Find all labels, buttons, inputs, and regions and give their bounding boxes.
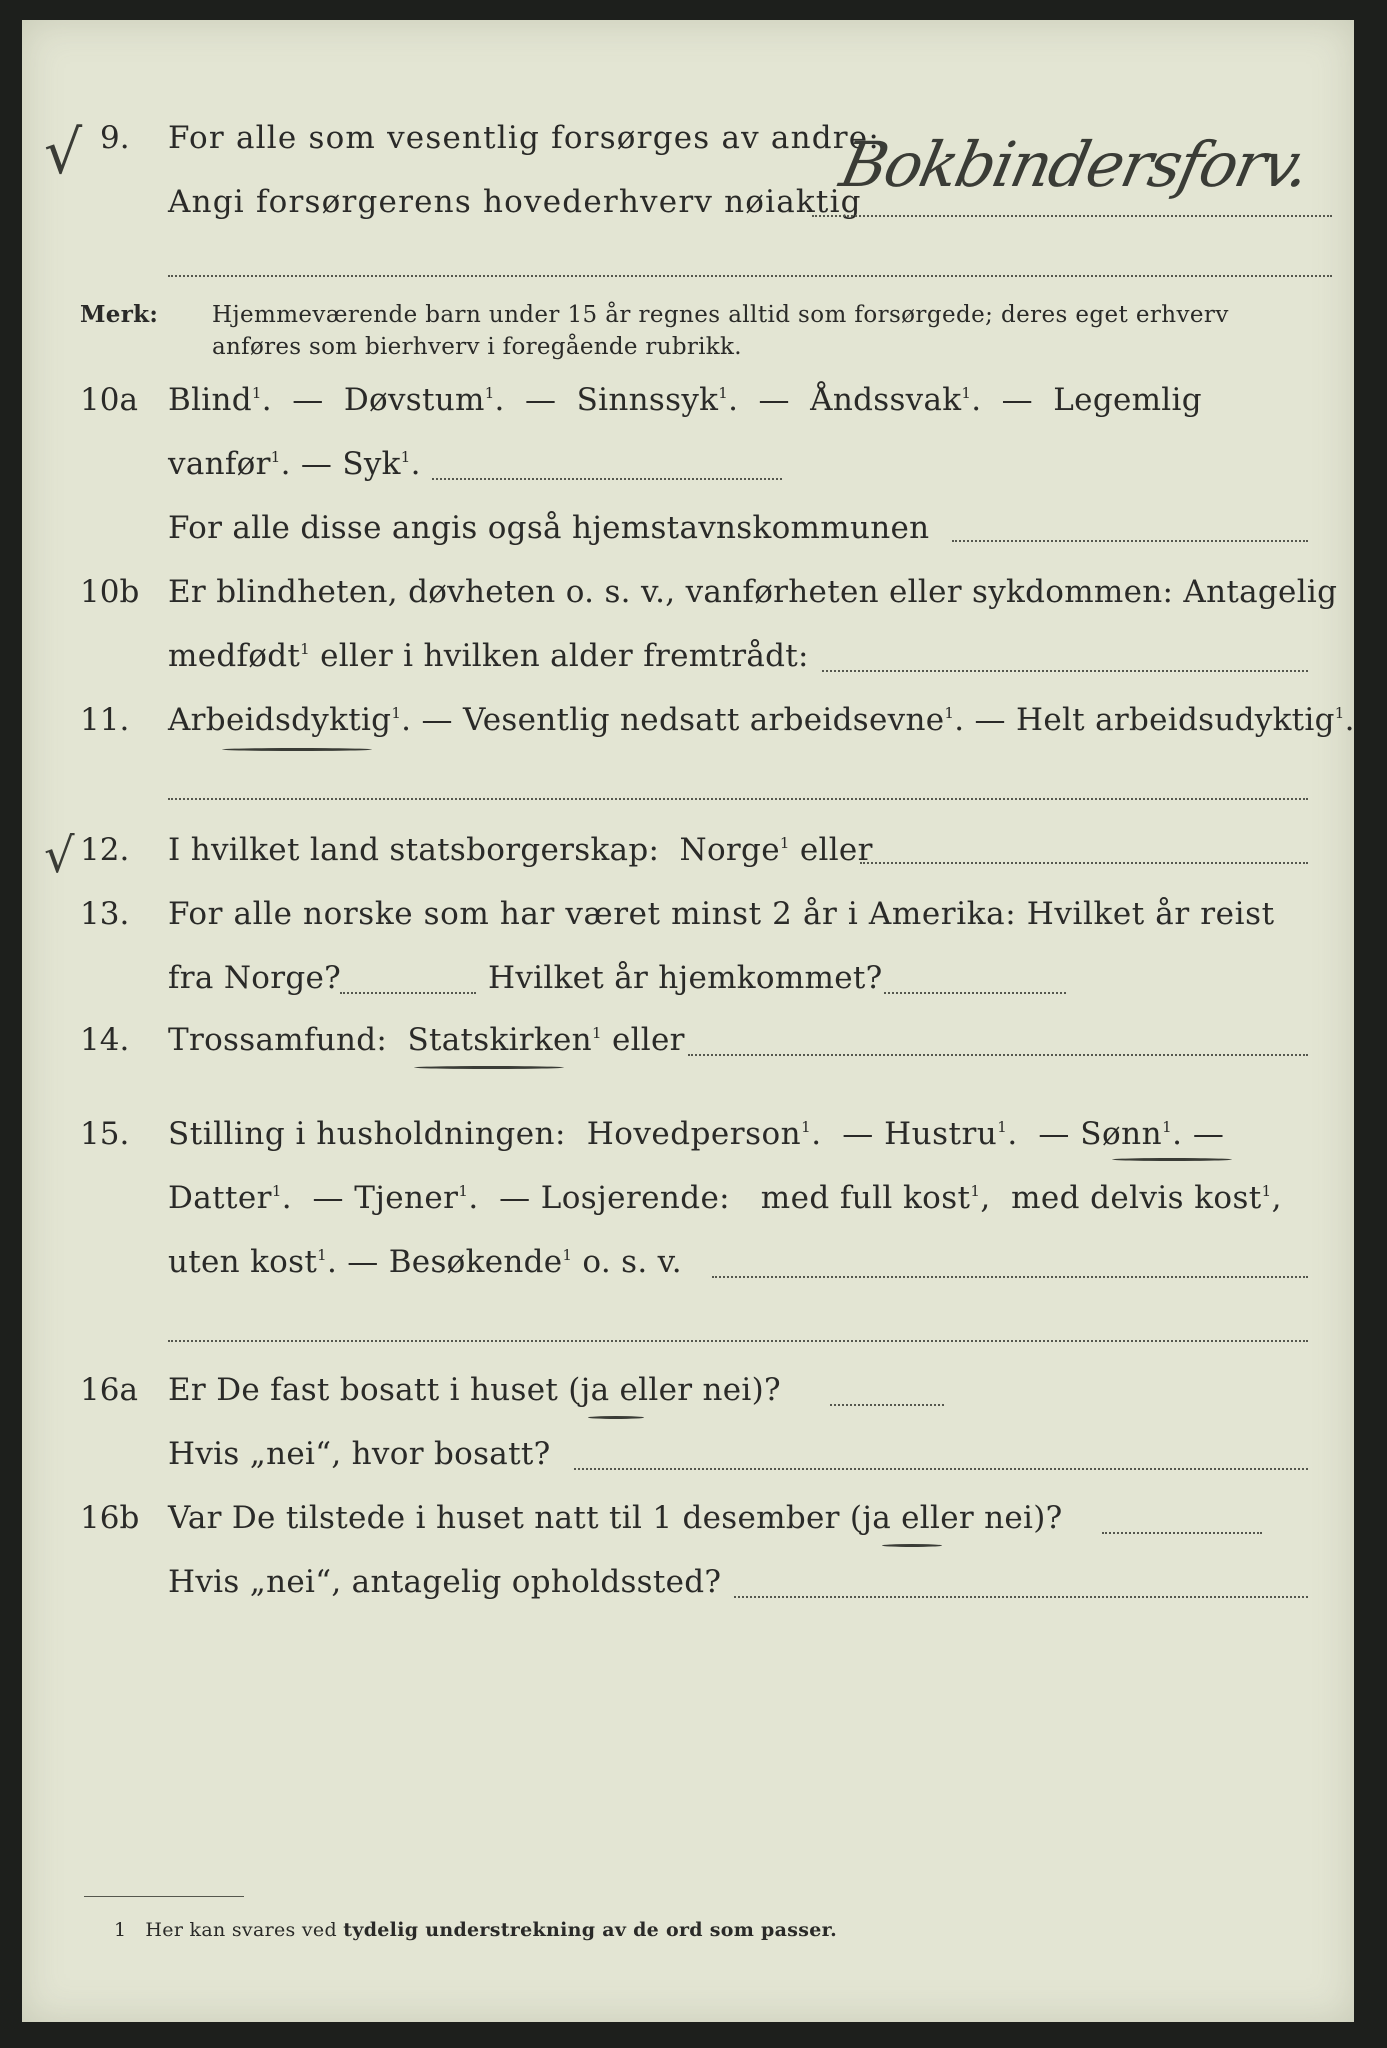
q16b-number: 16b bbox=[80, 1500, 140, 1536]
q15-line2: Datter$^1$. — Tjener$^1$. — Losjerende: med full kost$^1$, med delvis kost$^1$, bbox=[168, 1180, 1282, 1216]
q14-number: 14. bbox=[80, 1022, 130, 1058]
q10b-answer-line bbox=[822, 670, 1308, 672]
opt-sinnssyk: Sinnssyk bbox=[576, 382, 719, 418]
opt-blind: Blind bbox=[168, 382, 252, 418]
merk-line1: Hjemmeværende barn under 15 år regnes alltid som forsørgede; deres eget erhverv bbox=[212, 302, 1229, 328]
opt-legemlig: Legemlig bbox=[1053, 382, 1202, 418]
q10a-hjemstavn: For alle disse angis også hjemstavnskommunen bbox=[168, 510, 930, 546]
q15-answer-line bbox=[712, 1276, 1308, 1278]
q9-line2: Angi forsørgerens hovederhverv nøiaktig bbox=[168, 184, 862, 220]
q12-number: 12. bbox=[80, 832, 130, 868]
q9-handwritten-answer: Bokbindersforv. bbox=[834, 128, 1315, 201]
q10a-line2: vanfør$^1$. — Syk$^1$. bbox=[168, 446, 421, 482]
q10b-number: 10b bbox=[80, 574, 140, 610]
q13-hjemkommet-line bbox=[884, 992, 1066, 994]
q15-line1: Stilling i husholdningen: Hovedperson$^1$. — Hustru$^1$. — Sønn$^1$. — bbox=[168, 1116, 1225, 1152]
q11-handwritten-underline bbox=[222, 748, 372, 751]
q16a-number: 16a bbox=[80, 1372, 138, 1408]
q15-handwritten-underline bbox=[1112, 1158, 1232, 1161]
q13-number: 13. bbox=[80, 896, 130, 932]
opt-norge: Norge bbox=[679, 832, 780, 868]
q16b-line2: Hvis „nei“, antagelig opholdssted? bbox=[168, 1564, 722, 1600]
q9-line1: For alle som vesentlig forsørges av andre: bbox=[168, 120, 880, 156]
opt-syk: Syk bbox=[342, 446, 401, 482]
opt-statskirken: Statskirken bbox=[407, 1022, 592, 1058]
opt-vanfor: vanfør bbox=[168, 446, 271, 482]
q13-line1: For alle norske som har været minst 2 år i Amerika: Hvilket år reist bbox=[168, 896, 1275, 932]
q13-fra-norge: fra Norge? bbox=[168, 960, 342, 996]
q16a-answer-line bbox=[830, 1404, 944, 1406]
q9-answer-line bbox=[812, 215, 1332, 217]
census-form-page bbox=[22, 20, 1354, 2022]
q12-answer-line bbox=[860, 862, 1308, 864]
footnote-rule bbox=[84, 1896, 244, 1897]
q11-answer-line bbox=[168, 798, 1308, 800]
opt-arbeidsdyktig: Arbeidsdyktig bbox=[168, 702, 392, 738]
q16a-line1: Er De fast bosatt i huset (ja eller nei)? bbox=[168, 1372, 781, 1408]
q12-line: I hvilket land statsborgerskap: Norge$^1$ eller bbox=[168, 832, 873, 868]
q9-number: 9. bbox=[100, 120, 130, 156]
check-mark-q12: √ bbox=[44, 828, 75, 884]
q10a-line1: Blind$^1$. — Døvstum$^1$. — Sinnssyk$^1$. — Åndssvak$^1$. — Legemlig bbox=[168, 382, 1202, 418]
q16a-handwritten-underline bbox=[588, 1416, 644, 1419]
merk-label: Merk: bbox=[80, 301, 159, 328]
q10a-hjemstavn-line bbox=[952, 540, 1308, 542]
check-mark-q9: √ bbox=[44, 118, 83, 188]
q16b-handwritten-underline bbox=[882, 1544, 942, 1547]
q15-line3: uten kost$^1$. — Besøkende$^1$ o. s. v. bbox=[168, 1244, 682, 1280]
q16b-opholdssted-line bbox=[734, 1596, 1308, 1598]
q11-line: Arbeidsdyktig$^1$. — Vesentlig nedsatt arbeidsevne$^1$. — Helt arbeidsudyktig$^1$. bbox=[168, 702, 1355, 738]
q16a-line2: Hvis „nei“, hvor bosatt? bbox=[168, 1436, 551, 1472]
q15-answer-line-2 bbox=[168, 1340, 1308, 1342]
opt-dovstum: Døvstum bbox=[343, 382, 485, 418]
q13-hjemkommet: Hvilket år hjemkommet? bbox=[488, 960, 883, 996]
q10a-number: 10a bbox=[80, 382, 138, 418]
opt-hovedperson: Hovedperson bbox=[586, 1116, 802, 1152]
q14-handwritten-underline bbox=[414, 1066, 564, 1069]
q11-number: 11. bbox=[80, 702, 130, 738]
q9-answer-line-2 bbox=[168, 275, 1332, 277]
q16b-answer-line bbox=[1102, 1532, 1262, 1534]
q14-answer-line bbox=[688, 1054, 1308, 1056]
q15-number: 15. bbox=[80, 1116, 130, 1152]
opt-sonn: — Sønn bbox=[1038, 1116, 1163, 1152]
q13-reist-line bbox=[340, 992, 476, 994]
merk-line2: anføres som bierhverv i foregående rubrikk. bbox=[212, 334, 742, 360]
q10a-answer-line bbox=[432, 478, 782, 480]
opt-andssvak: Åndssvak bbox=[810, 382, 962, 418]
footnote: 1 Her kan svares ved tydelig understrekning av de ord som passer. bbox=[114, 1919, 838, 1941]
q10b-line2: medfødt$^1$ eller i hvilken alder fremtrådt: bbox=[168, 638, 809, 674]
q16a-bosatt-line bbox=[574, 1468, 1308, 1470]
q14-line: Trossamfund: Statskirken$^1$ eller bbox=[168, 1022, 685, 1058]
q16b-line1: Var De tilstede i huset natt til 1 desember (ja eller nei)? bbox=[168, 1500, 1063, 1536]
q10b-line1: Er blindheten, døvheten o. s. v., vanførheten eller sykdommen: Antagelig bbox=[168, 574, 1338, 610]
